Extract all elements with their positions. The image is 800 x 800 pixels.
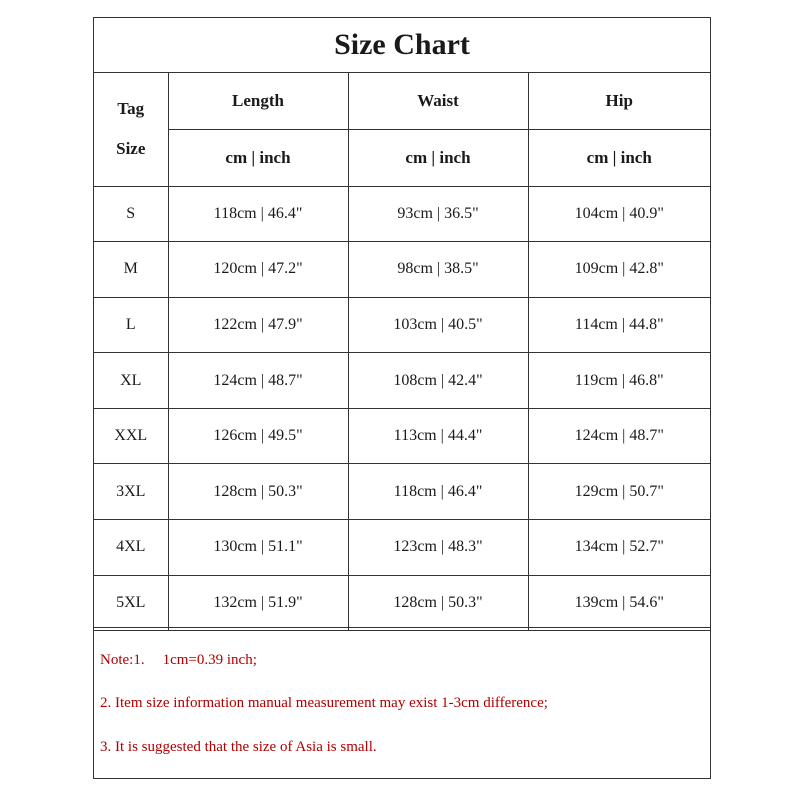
note-2: 2. Item size information manual measurement may exist 1-3cm difference;	[100, 695, 548, 711]
waist-cell: 93cm | 36.5"	[348, 186, 528, 242]
column-header-waist: Waist	[348, 73, 528, 129]
hip-cell: 119cm | 46.8"	[528, 353, 710, 409]
waist-cell: 128cm | 50.3"	[348, 575, 528, 631]
waist-cell: 108cm | 42.4"	[348, 353, 528, 409]
hip-cell: 104cm | 40.9"	[528, 186, 710, 242]
hip-cell: 109cm | 42.8"	[528, 242, 710, 298]
waist-cell: 113cm | 44.4"	[348, 408, 528, 464]
length-cell: 128cm | 50.3"	[168, 464, 348, 520]
table-row	[94, 464, 710, 520]
tag-size-header	[94, 73, 168, 186]
hip-cell: 124cm | 48.7"	[528, 408, 710, 464]
size-chart-frame	[93, 17, 711, 779]
length-cell: 132cm | 51.9"	[168, 575, 348, 631]
size-table	[94, 73, 710, 631]
note-1	[100, 652, 257, 669]
length-cell: 130cm | 51.1"	[168, 520, 348, 576]
unit-header-length: cm | inch	[168, 129, 348, 186]
column-header-length: Length	[168, 73, 348, 129]
hip-cell: 129cm | 50.7"	[528, 464, 710, 520]
column-header-hip: Hip	[528, 73, 710, 129]
size-cell: L	[94, 297, 168, 353]
waist-cell: 123cm | 48.3"	[348, 520, 528, 576]
size-cell: 3XL	[94, 464, 168, 520]
table-row	[94, 520, 710, 576]
table-row	[94, 242, 710, 298]
waist-cell: 103cm | 40.5"	[348, 297, 528, 353]
size-cell: 4XL	[94, 520, 168, 576]
unit-header-hip: cm | inch	[528, 129, 710, 186]
table-row	[94, 186, 710, 242]
note-3: 3. It is suggested that the size of Asia is small.	[100, 739, 377, 755]
size-cell: M	[94, 242, 168, 298]
hip-cell: 134cm | 52.7"	[528, 520, 710, 576]
tag-label: Tag	[117, 99, 145, 119]
note-1-text: 1cm=0.39 inch;	[162, 652, 257, 668]
length-cell: 120cm | 47.2"	[168, 242, 348, 298]
notes-section	[94, 627, 710, 778]
header-row-labels	[94, 73, 710, 129]
hip-cell: 114cm | 44.8"	[528, 297, 710, 353]
hip-cell: 139cm | 54.6"	[528, 575, 710, 631]
length-cell: 122cm | 47.9"	[168, 297, 348, 353]
size-cell: 5XL	[94, 575, 168, 631]
table-row	[94, 353, 710, 409]
size-cell: XL	[94, 353, 168, 409]
waist-cell: 118cm | 46.4"	[348, 464, 528, 520]
unit-header-waist: cm | inch	[348, 129, 528, 186]
waist-cell: 98cm | 38.5"	[348, 242, 528, 298]
length-cell: 126cm | 49.5"	[168, 408, 348, 464]
header-row-units	[94, 129, 710, 186]
length-cell: 124cm | 48.7"	[168, 353, 348, 409]
size-label: Size	[116, 139, 146, 159]
table-row	[94, 575, 710, 631]
size-cell: XXL	[94, 408, 168, 464]
note-prefix: Note:1.	[100, 652, 145, 668]
table-row	[94, 408, 710, 464]
chart-title: Size Chart	[94, 18, 710, 73]
size-cell: S	[94, 186, 168, 242]
table-row	[94, 297, 710, 353]
length-cell: 118cm | 46.4"	[168, 186, 348, 242]
